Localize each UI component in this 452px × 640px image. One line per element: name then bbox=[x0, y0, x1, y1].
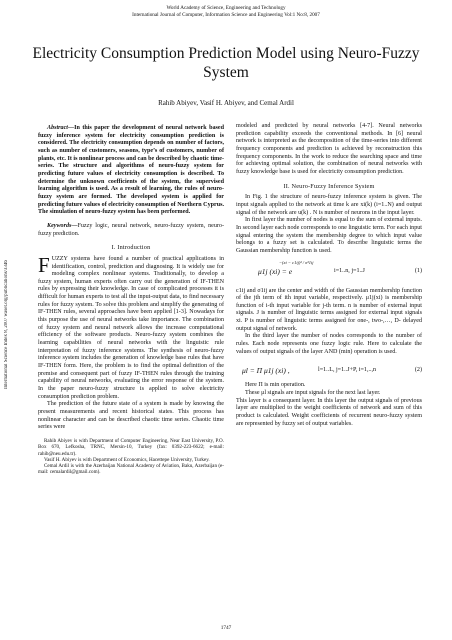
equation-1-lhs: μ1j (xi) = e bbox=[258, 266, 293, 276]
equation-2-lhs: μl = Π μ1j (xi) , bbox=[242, 366, 290, 376]
keywords-label: Keywords bbox=[47, 222, 72, 229]
right-paragraph-4: c1ij and σ1ij are the center and width of the Gaussian membership function of the jth term of ith input variable, respectively. μ1j(xi) is membership function of i-th input variable for j-th term. n is number of external input signals. J is number of linguistic terms assigned for external input signals xi. P is number of linguistic terms assigned for one-, two-,…, D- delayed output signal of network. bbox=[236, 287, 422, 332]
equation-2 bbox=[236, 358, 422, 380]
section-heading-nfis: II. Neuro-Fuzzy Inference System bbox=[283, 182, 375, 190]
journal-header bbox=[0, 5, 452, 18]
intro-paragraph-1-text: UZZY systems have found a number of practical applications in identification, control, prediction and diagnosing. It is widely use for modeling complex nonlinear systems. Traditionally, to develop a fuzzy system, human experts often carry out the generation of IF-THEN rules by expressing their knowledge. In case of complicated processes it is difficult for human experts to test all the input-output data, to find necessary rules for fuzzy system. To solve this problem and simplify the generating of IF-THEN rules, several approaches have been applied [1-3]. Nowadays for this purpose the use of neural networks take importance. The combination of fuzzy system and neural network allows the increase computational efficiency of the software products. Neuro-fuzzy system combines the learning capabilities of neural networks with the linguistic rule interpretation of fuzzy inference systems. The synthesis of neuro-fuzzy inference system includes the generation of knowledge base rules that have IF-THEN form. Here, the problem is to find the optimal definition of the premise and consequent part of fuzzy IF-THEN rules through the training capability of neural networks, evaluating the error response of the system. In the paper neuro-fuzzy structure is applied to solve electricity consumption prediction problem. bbox=[38, 255, 224, 400]
equation-2-index: l=1..L, j=1..J+P, i=1,..,n bbox=[318, 367, 377, 374]
right-paragraph-7: These μl signals are input signals for the next last layer. bbox=[245, 390, 381, 397]
paper-authors: Rahib Abiyev, Vasif H. Abiyev, and Cemal Ardil bbox=[158, 99, 294, 107]
affiliations bbox=[38, 438, 224, 476]
right-paragraph-1: modeled and predicted by neural networks [4-7]. Neural networks prediction capability exceeds the conventional methods. In [6] neural network is interpreted as the decomposition of the time-series into different frequency components and prediction is achieved by reconstruction this frequency components. In the work to reduce the searching space and time for achieving optimal solution, the combination of neural networks with fuzzy knowledge base is used for electricity consumption prediction. bbox=[236, 123, 422, 175]
left-column bbox=[38, 125, 224, 476]
equation-1-index: i=1..n, j=1..J bbox=[334, 267, 365, 274]
right-paragraph-3: In first layer the number of nodes is equal to the sum of external inputs. In second layer each node corresponds to one linguistic term. For each input signal entering the system the membership degree to which input value belongs to a fuzzy set is calculated. To describe linguistic terms the Gaussian membership function is used. bbox=[236, 217, 422, 254]
keywords-text: Fuzzy logic, neural network, neuro-fuzzy system, neuro-fuzzy prediction. bbox=[38, 222, 224, 237]
equation-2-number: (2) bbox=[414, 367, 422, 374]
right-paragraph-5: In the third layer the number of nodes corresponds to the number of rules. Each node represents one fuzzy logic rule. Here to calculate the values of output signals of the layer AND (min) operation is used. bbox=[236, 333, 422, 355]
abstract-label: Abstract bbox=[47, 125, 68, 131]
section-heading-introduction: I. Introduction bbox=[111, 244, 151, 252]
page-number: 1747 bbox=[220, 625, 232, 631]
abstract-text: In this paper the development of neural network based fuzzy inference system for electricity consumption prediction is considered. The electricity consumption depends on number of factors, such as number of customers, seasons, type’s of customers, number of plants, etc. It is nonlinear process and can be described by chaotic time-series. The structure and algorithms of neuro-fuzzy system for predicting future values of electricity consumption is described. To determine the unknown coefficients of the system, the supervised learning algorithm is used. As a result of learning, the rules of neuro-fuzzy system are formed. The developed system is applied for predicting future values of electricity consumption of Northern Cyprus. The simulation of neuro-fuzzy system has been performed. bbox=[38, 125, 224, 216]
equation-1-exponent: −(xi − c1ij)² / σ²1ij bbox=[279, 259, 314, 265]
right-paragraph-6: Here Π is min operation. bbox=[245, 382, 306, 389]
equation-1 bbox=[236, 259, 422, 285]
paper-title: Electricity Consumption Prediction Model using Neuro-Fuzzy System bbox=[32, 45, 420, 81]
side-index-text: International Science Index 8, 2007 waset.org/publications/3346 bbox=[4, 260, 9, 390]
right-paragraph-2: In Fig. 1 the structure of neuro-fuzzy inference system is given. The input signals applied to the network at time k are xi(k) (i=1..N) and output signal of the network are u(k) . N is number of neurons in the input layer. bbox=[236, 194, 422, 216]
keywords: Keywords—Fuzzy logic, neural network, neuro-fuzzy system, neuro-fuzzy prediction. bbox=[38, 222, 224, 237]
journal-header-line1: World Academy of Science, Engineering and Technology bbox=[166, 5, 286, 11]
equation-1-number: (1) bbox=[414, 267, 422, 274]
affiliation-3: Cemal Ardil is with the Azerbaijan National Academy of Aviation, Baku, Azerbaijan (e-mail: cemalardil@gmail.com). bbox=[38, 463, 224, 476]
right-paragraph-8: This layer is a consequent layer. In this layer the output signals of previous layer are multiplied to the weight coefficients of network and sum of this product is calculated. Weight coefficients of recurrent neuro-fuzzy system are represented by fuzzy set of output variables. bbox=[236, 397, 422, 427]
intro-paragraph-2: The prediction of the future state of a system is made by knowing the present measurements and recent historical states. This process has nonlinear character and can be described chaotic time series. Chaotic time series were bbox=[38, 401, 224, 431]
affiliation-2: Vasif H. Abiyev is with Department of Economics, Hacettepe University, Turkey. bbox=[44, 456, 210, 463]
drop-cap: F bbox=[38, 252, 50, 277]
right-column bbox=[236, 123, 422, 428]
intro-paragraph-1 bbox=[38, 252, 224, 401]
abstract: Abstract—In this paper the development of neural network based fuzzy inference system for electricity consumption prediction is considered. The electricity consumption depends on number of factors, such as number of customers, seasons, type’s of customers, number of plants, etc. It is nonlinear process and can be described by chaotic time-series. The structure and algorithms of neuro-fuzzy system for predicting future values of electricity consumption is described. To determine the unknown coefficients of the system, the supervised learning algorithm is used. As a result of learning, the rules of neuro-fuzzy system are formed. The developed system is applied for predicting future values of electricity consumption of Northern Cyprus. The simulation of neuro-fuzzy system has been performed. bbox=[38, 125, 224, 216]
journal-header-line2: International Journal of Computer, Information Science and Engineering Vol:1 No:8, 2007 bbox=[132, 11, 320, 18]
affiliation-1: Rahib Abiyev is with Department of Computer Engineering, Near East University, P.O. Box 670, Lefkosha, TRNC, Mersin-10, Turkey (fax: 0392-223-6622; e-mail: rahib@neu.edu.tr). bbox=[38, 437, 224, 457]
